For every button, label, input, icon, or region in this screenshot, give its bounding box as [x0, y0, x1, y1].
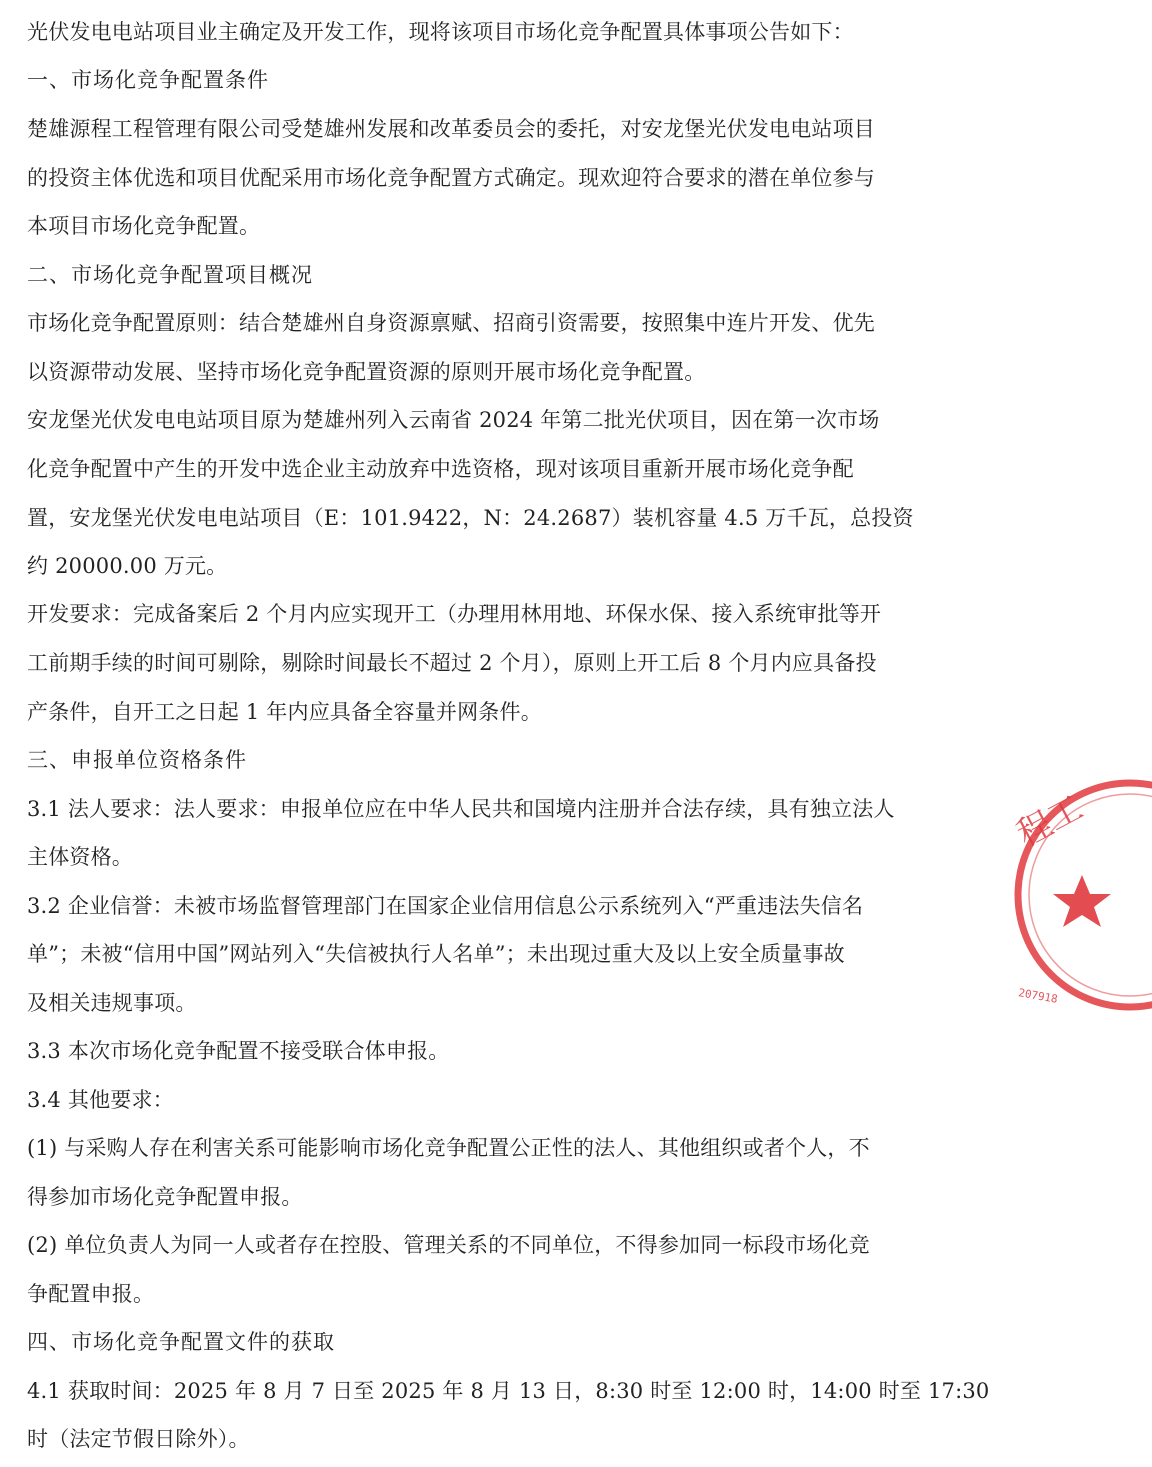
text-line: 得参加市场化竞争配置申报。 [27, 1185, 303, 1209]
text-line: 约 20000.00 万元。 [27, 554, 228, 578]
text-line: (2) 单位负责人为同一人或者存在控股、管理关系的不同单位，不得参加同一标段市场化竞 [27, 1233, 870, 1257]
section-heading-3: 三、申报单位资格条件 [27, 748, 247, 772]
text-line: 3.3 本次市场化竞争配置不接受联合体申报。 [27, 1039, 450, 1063]
text-line: 本项目市场化竞争配置。 [27, 214, 261, 238]
text-line: 置，安龙堡光伏发电电站项目（E：101.9422，N：24.2687）装机容量 4.5 万千瓦，总投资 [27, 506, 914, 530]
text-line: 光伏发电电站项目业主确定及开发工作，现将该项目市场化竞争配置具体事项公告如下： [27, 20, 854, 44]
text-line: 的投资主体优选和项目优配采用市场化竞争配置方式确定。现欢迎符合要求的潜在单位参与 [27, 166, 875, 190]
text-line: 3.1 法人要求：法人要求：申报单位应在中华人民共和国境内注册并合法存续，具有独立法人 [27, 797, 895, 821]
text-line: 时（法定节假日除外）。 [27, 1427, 250, 1451]
text-line: 4.1 获取时间：2025 年 8 月 7 日至 2025 年 8 月 13 日，8:30 时至 12:00 时，14:00 时至 17:30 [27, 1379, 990, 1403]
text-line: 争配置申报。 [27, 1282, 155, 1306]
text-line: 3.4 其他要求： [27, 1088, 174, 1112]
text-line: 产条件，自开工之日起 1 年内应具备全容量并网条件。 [27, 700, 542, 724]
company-seal-stamp [1012, 770, 1152, 1020]
text-line: 及相关违规事项。 [27, 991, 197, 1015]
text-line: 3.2 企业信誉：未被市场监督管理部门在国家企业信用信息公示系统列入“严重违法失信名 [27, 894, 864, 918]
text-line: 化竞争配置中产生的开发中选企业主动放弃中选资格，现对该项目重新开展市场化竞争配 [27, 457, 854, 481]
svg-text:207918: 207918 [1017, 986, 1059, 1006]
section-heading-4: 四、市场化竞争配置文件的获取 [27, 1330, 335, 1354]
text-line: 楚雄源程工程管理有限公司受楚雄州发展和改革委员会的委托，对安龙堡光伏发电电站项目 [27, 117, 875, 141]
section-heading-1: 一、市场化竞争配置条件 [27, 68, 269, 92]
text-line: 单”；未被“信用中国”网站列入“失信被执行人名单”；未出现过重大及以上安全质量事故 [27, 942, 845, 966]
seal-icon [1012, 770, 1152, 1020]
text-line: (1) 与采购人存在利害关系可能影响市场化竞争配置公正性的法人、其他组织或者个人，不 [27, 1136, 870, 1160]
text-line: 工前期手续的时间可剔除，剔除时间最长不超过 2 个月），原则上开工后 8 个月内应具备投 [27, 651, 877, 675]
section-heading-2: 二、市场化竞争配置项目概况 [27, 263, 313, 287]
text-line: 以资源带动发展、坚持市场化竞争配置资源的原则开展市场化竞争配置。 [27, 360, 706, 384]
text-line: 市场化竞争配置原则：结合楚雄州自身资源禀赋、招商引资需要，按照集中连片开发、优先 [27, 311, 875, 335]
text-line: 开发要求：完成备案后 2 个月内应实现开工（办理用林用地、环保水保、接入系统审批等开 [27, 602, 882, 626]
text-line: 主体资格。 [27, 845, 133, 869]
svg-text:程工: 程工 [1010, 787, 1090, 856]
text-line: 安龙堡光伏发电电站项目原为楚雄州列入云南省 2024 年第二批光伏项目，因在第一次市场 [27, 408, 880, 432]
